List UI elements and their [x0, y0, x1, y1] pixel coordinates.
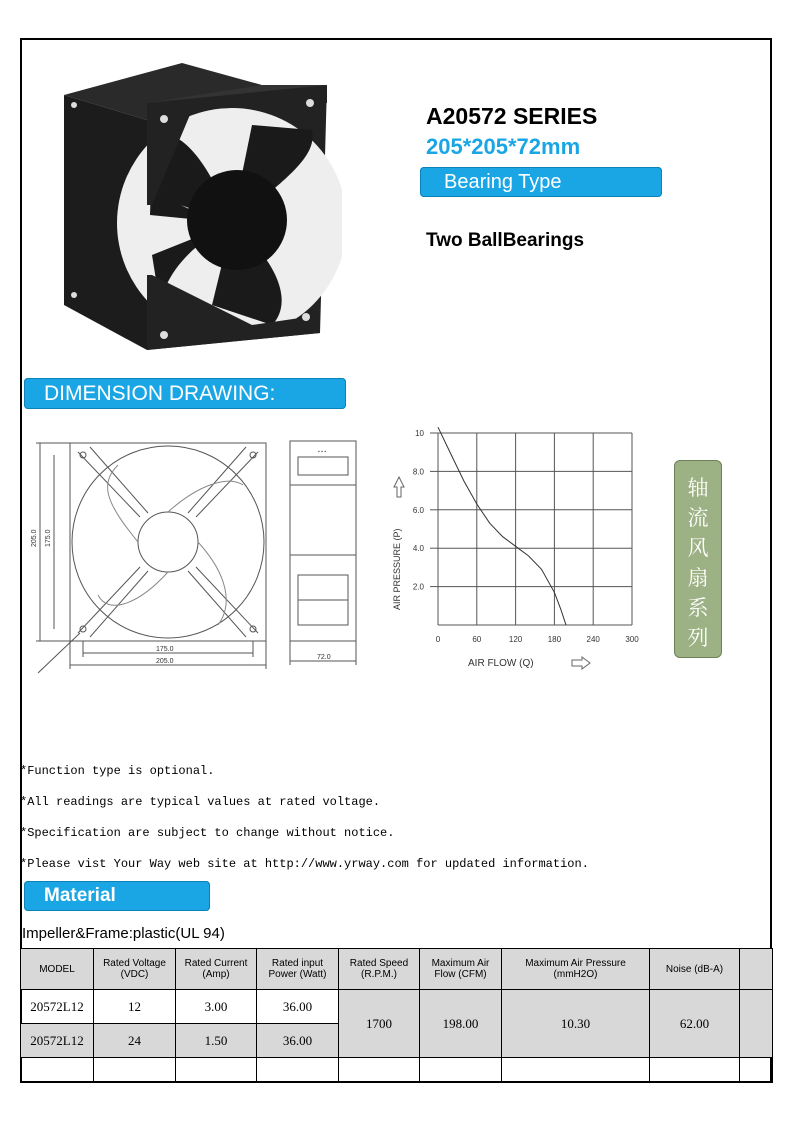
empty-cell: [257, 1058, 339, 1083]
y-tick-label: 10: [415, 429, 424, 438]
front-width-outer: 205.0: [156, 658, 174, 665]
cell-model: 20572L12: [21, 990, 94, 1024]
x-tick-label: 120: [508, 635, 523, 644]
front-width-inner: 175.0: [156, 646, 174, 653]
side-view-drawing: [284, 435, 364, 675]
material-text: Impeller&Frame:plastic(UL 94): [22, 925, 225, 942]
x-tick-label: 60: [472, 635, 482, 644]
svg-text:▪ ▪ ▪: ▪ ▪ ▪: [318, 449, 327, 455]
material-label: Material: [24, 881, 210, 911]
bearing-type-value: Two BallBearings: [426, 230, 585, 251]
side-tag-char: 列: [687, 626, 709, 650]
front-view-drawing: [28, 425, 278, 675]
table-row-empty: [21, 1058, 773, 1083]
header-voltage: Rated Voltage (VDC): [94, 949, 176, 990]
empty-cell: [420, 1058, 502, 1083]
table-row: [21, 990, 773, 1024]
axial-fan-series-tag: [674, 460, 722, 658]
x-axis-arrow-icon: [572, 657, 590, 669]
pq-chart: [372, 415, 662, 685]
y-axis-arrow-icon: [394, 477, 404, 497]
side-tag-char: 系: [687, 596, 709, 620]
cell-voltage: 12: [94, 990, 176, 1024]
empty-cell: [94, 1058, 176, 1083]
empty-cell: [740, 1058, 773, 1083]
header-power: Rated input Power (Watt): [257, 949, 339, 990]
side-tag-char: 轴: [687, 476, 709, 500]
x-tick-label: 0: [435, 635, 441, 644]
fan-photo: [52, 55, 342, 355]
header-blank: [740, 949, 773, 990]
y-axis-label: AIR PRESSURE (P): [392, 528, 402, 610]
front-height-inner: 175.0: [45, 529, 52, 547]
note-subject-to-change: *Specification are subject to change without notice.: [20, 826, 395, 840]
cell-power: 36.00: [257, 1024, 339, 1058]
cell-blank: [740, 990, 773, 1058]
cell-model: 20572L12: [21, 1024, 94, 1058]
side-depth: 72.0: [317, 654, 331, 661]
x-tick-label: 240: [586, 635, 600, 644]
header-speed: Rated Speed (R.P.M.): [339, 949, 420, 990]
note-function-type: *Function type is optional.: [20, 764, 215, 778]
empty-cell: [650, 1058, 740, 1083]
cell-airflow: 198.00: [420, 990, 502, 1058]
cell-power: 36.00: [257, 990, 339, 1024]
front-height-outer: 205.0: [31, 529, 38, 547]
y-tick-label: 2.0: [412, 582, 424, 592]
header-current: Rated Current (Amp): [176, 949, 257, 990]
empty-cell: [21, 1058, 94, 1083]
note-website: *Please vist Your Way web site at http://www.yrway.com for updated information.: [20, 857, 589, 871]
header-pressure: Maximum Air Pressure (mmH2O): [502, 949, 650, 990]
header-noise: Noise (dB-A): [650, 949, 740, 990]
cell-current: 3.00: [176, 990, 257, 1024]
header-model: MODEL: [21, 949, 94, 990]
pq-curve: [438, 427, 566, 625]
spec-table: [20, 948, 773, 1083]
empty-cell: [502, 1058, 650, 1083]
bearing-type-label: Bearing Type: [420, 167, 662, 197]
y-tick-label: 8.0: [412, 467, 424, 477]
y-tick-label: 6.0: [412, 505, 424, 515]
cell-speed: 1700: [339, 990, 420, 1058]
x-tick-label: 300: [625, 635, 639, 644]
dimension-drawing-label: DIMENSION DRAWING:: [24, 378, 346, 409]
cell-pressure: 10.30: [502, 990, 650, 1058]
side-tag-char: 扇: [687, 566, 709, 590]
y-tick-label: 4.0: [412, 544, 424, 554]
header-airflow: Maximum Air Flow (CFM): [420, 949, 502, 990]
table-header-row: [21, 949, 773, 990]
x-tick-label: 180: [547, 635, 562, 644]
cell-current: 1.50: [176, 1024, 257, 1058]
x-axis-label: AIR FLOW (Q): [468, 658, 534, 669]
side-tag-char: 流: [687, 506, 709, 530]
product-size: 205*205*72mm: [426, 134, 581, 159]
cell-voltage: 24: [94, 1024, 176, 1058]
empty-cell: [176, 1058, 257, 1083]
side-tag-char: 风: [687, 536, 709, 560]
product-series-title: A20572 SERIES: [426, 103, 598, 129]
empty-cell: [339, 1058, 420, 1083]
cell-noise: 62.00: [650, 990, 740, 1058]
note-typical-values: *All readings are typical values at rated voltage.: [20, 795, 381, 809]
